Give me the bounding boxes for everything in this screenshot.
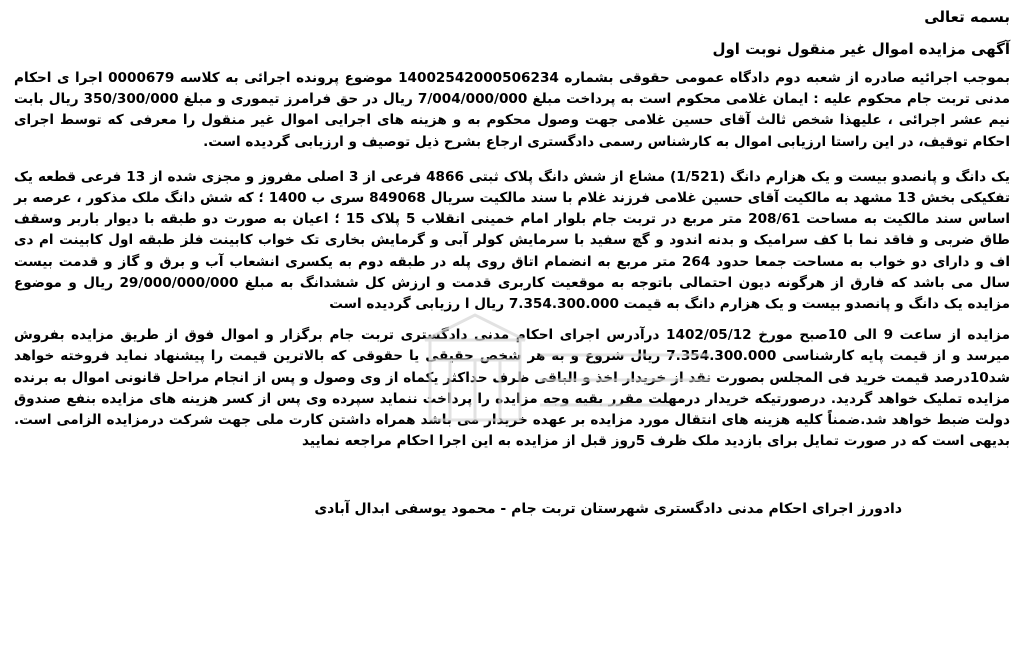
- document-title: آگهی مزایده اموال غیر منقول نوبت اول: [712, 40, 1010, 58]
- paragraph-execution-order: بموجب اجرائیه صادره از شعبه دوم دادگاه عمومی حقوقی بشماره 14002542000506234 موضوع پرونده اجرائی به کلاسه 0000679 اجرا ی احکام مدنی تربت جام محکوم علیه : ایمان غلامی محکوم است به پرداخت مبلغ 7/004/000/000 ریال در حق فرامرز تیموری و مبلغ 350/300/000 ریال بابت نیم عشر اجرائی ، علیهذا شخص ثالث آقای حسین غلامی جهت وصول محکوم به و هزینه های اجرایی اموال غیر منقول را معرفی که توسط اجرای احکام توقیف، در این راستا ارزیابی اموال به کارشناس رسمی دادگستری ارجاع بشرح ذیل توصیف و ارزیابی گردیده است.: [14, 70, 1011, 150]
- paragraph-property-description: یک دانگ و پانصدو بیست و یک هزارم دانگ (1/521) مشاع از شش دانگ پلاک ثبتی 4866 فرعی از 3 اصلی مفروز و مجزی شده از 13 فرعی قطعه یک تفکیکی بخش 13 مشهد به مالکیت آقای حسین غلامی فرزند غلام با سند مالکیت سریال 849068 سری ب 1400 ؛ که شش دانگ ملک مذکور ، عرصه بر اساس سند مالکیت به مساحت 208/61 متر مربع در تربت جام بلوار امام خمینی انقلاب 5 پلاک 15 ؛ اعیان به صورت دو طبقه با دیوار باربر وسقف طاق ضربی و فاقد نما با کف سرامیک و بدنه اندود و گچ سفید با سرمایش کولر آبی و گرمایش بخاری تک خواب کابینت فلز طبقه اول کابینت ام دی اف و دارای دو خواب به مساحت جمعا حدود 264 متر مربع به انضمام اتاق روی پله در طبقه دوم به یکسری انشعاب آب و برق و گاز و قدمت بیست سال می باشد که فارق از هرگونه دیون احتمالی باتوجه به موقعیت کاربری قدمت و ارزش کل ششدانگ به مبلغ 29/000/000/000 ریال و موضوع مزایده یک دانگ و پانصدو بیست و یک هزارم دانگ به قیمت 7.354.300.000 ریال ا رزیابی گردیده است: [14, 168, 1010, 313]
- auction-notice-document: [14, 6, 1010, 520]
- paragraph-auction-terms: مزایده از ساعت 9 الی 10صبح مورخ 1402/05/12 درآدرس اجرای احکام مدنی دادگستری تربت جام برگزار و اموال فوق از طریق مزایده بفروش میرسد و از قیمت پایه کارشناسی 7.354.300.000 ریال شروع و به هر شخص حقیقی یا حقوقی که بالاترین قیمت را پیشنهاد نماید فروخته خواهد شد10درصد قیمت خرید فی المجلس بصورت نقد از خریدار اخذ و الباقی ظرف حداکثر یکماه از وی وصول و پس از انجام مراحل قانونی اموال به برنده مزایده تملیک خواهد گردید. درصورتیکه خریدار درمهلت مقرر بقیه وجه مزایده را پرداخت ننماید سپرده وی پس از کسر هزینه های مزایده بنفع صندوق دولت ضبط خواهد شد.ضمناً کلیه هزینه های انتقال مورد مزایده بر عهده خریدار می باشد همراه داشتن کارت ملی جهت شرکت درمزایده الزامی است. بدیهی است که در صورت تمایل برای بازدید ملک ظرف 5روز قبل از مزایده به این اجرا احکام مراجعه نمایید: [14, 327, 1010, 450]
- document-heading: بسمه تعالی: [924, 8, 1010, 26]
- signature-line: دادورز اجرای احکام مدنی دادگستری شهرستان تربت جام - محمود یوسفی ابدال آبادی: [314, 501, 902, 518]
